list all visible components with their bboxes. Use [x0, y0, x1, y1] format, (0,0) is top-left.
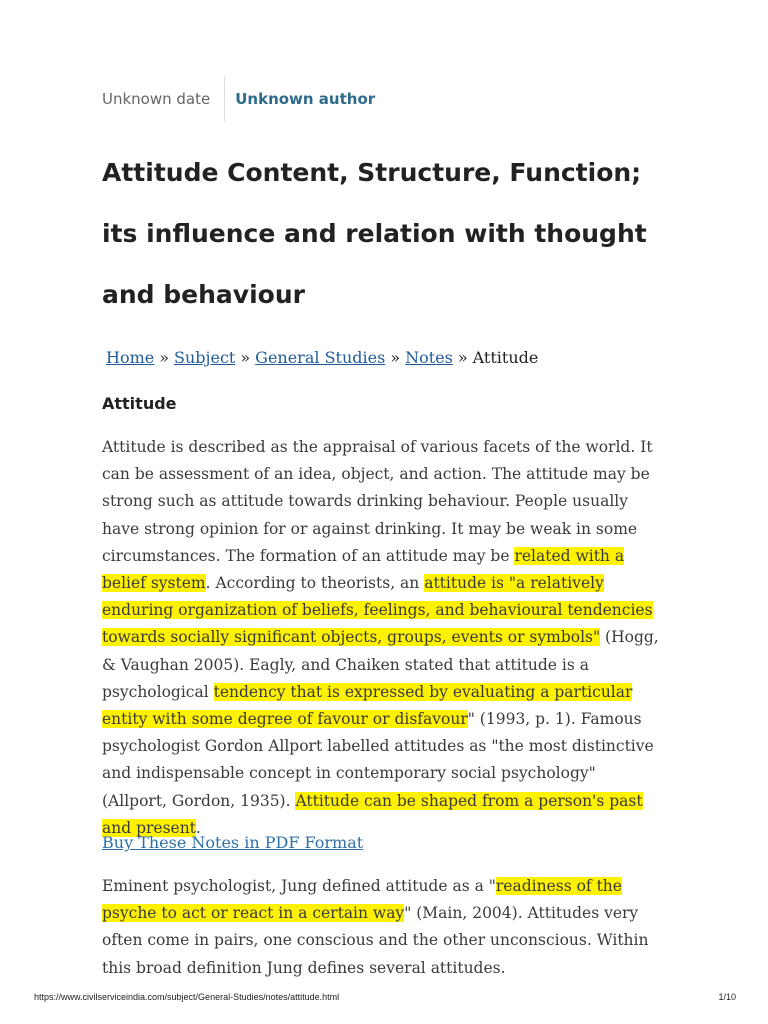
highlighted-text: Attitude can be shaped from a person's past and present — [102, 791, 643, 837]
breadcrumb-general-studies-link[interactable]: General Studies — [255, 348, 386, 367]
article-meta — [102, 76, 375, 122]
breadcrumb-separator: » — [240, 348, 251, 367]
highlighted-text: tendency that is expressed by evaluating a particular entity with some degree of favour or disfavour — [102, 682, 633, 729]
highlighted-text: attitude is "a relatively enduring organization of beliefs, feelings, and behavioural tendencies towards socially significant objects, groups, events or symbols" — [102, 574, 653, 647]
paragraph-text: (Hogg, & Vaughan 2005). Eagly, and Chaiken stated that attitude is a psychological — [102, 628, 659, 701]
publish-date: Unknown date — [102, 76, 225, 122]
intro-paragraph — [102, 434, 664, 842]
section-heading: Attitude — [102, 394, 177, 413]
buy-pdf-link[interactable]: Buy These Notes in PDF Format — [102, 833, 364, 852]
footer-url: https://www.civilserviceindia.com/subject/General-Studies/notes/attitude.html — [34, 992, 340, 1002]
paragraph-text: . — [195, 818, 201, 837]
breadcrumb-home-link[interactable]: Home — [106, 348, 155, 367]
paragraph-text: " (Main, 2004). Attitudes very often come in pairs, one conscious and the other unconscious. Within this broad definition Jung defines several attitudes. — [102, 904, 649, 977]
breadcrumb-subject-link[interactable]: Subject — [174, 348, 236, 367]
breadcrumb-current: Attitude — [472, 348, 539, 367]
paragraph-text: " (1993, p. 1). Famous psychologist Gordon Allport labelled attitudes as "the most distinctive and indispensable concept in contemporary social psychology" (Allport, Gordon, 1935). — [102, 710, 654, 810]
breadcrumb-notes-link[interactable]: Notes — [405, 348, 453, 367]
breadcrumb-separator: » — [390, 348, 401, 367]
author-link[interactable]: Unknown author — [235, 90, 376, 108]
breadcrumb — [106, 346, 538, 370]
jung-paragraph — [102, 873, 664, 982]
highlighted-text: readiness of the psyche to act or react in a certain way — [102, 877, 622, 923]
paragraph-text: Eminent psychologist, Jung defined attitude as a " — [102, 877, 496, 895]
breadcrumb-separator: » — [457, 348, 468, 367]
highlighted-text: related with a belief system — [102, 546, 625, 593]
breadcrumb-separator: » — [159, 348, 170, 367]
article-title: Attitude Content, Structure, Function; its influence and relation with thought and behaviour — [102, 158, 647, 309]
page-number: 1/10 — [718, 992, 736, 1002]
paragraph-text: . According to theorists, an — [205, 574, 425, 593]
paragraph-text: Attitude is described as the appraisal of various facets of the world. It can be assessment of an idea, object, and action. The attitude may be strong such as attitude towards drinking behaviour. People usually have strong opinion for or against drinking. It may be weak in some circumstances. The formation of an attitude may be — [102, 438, 653, 565]
